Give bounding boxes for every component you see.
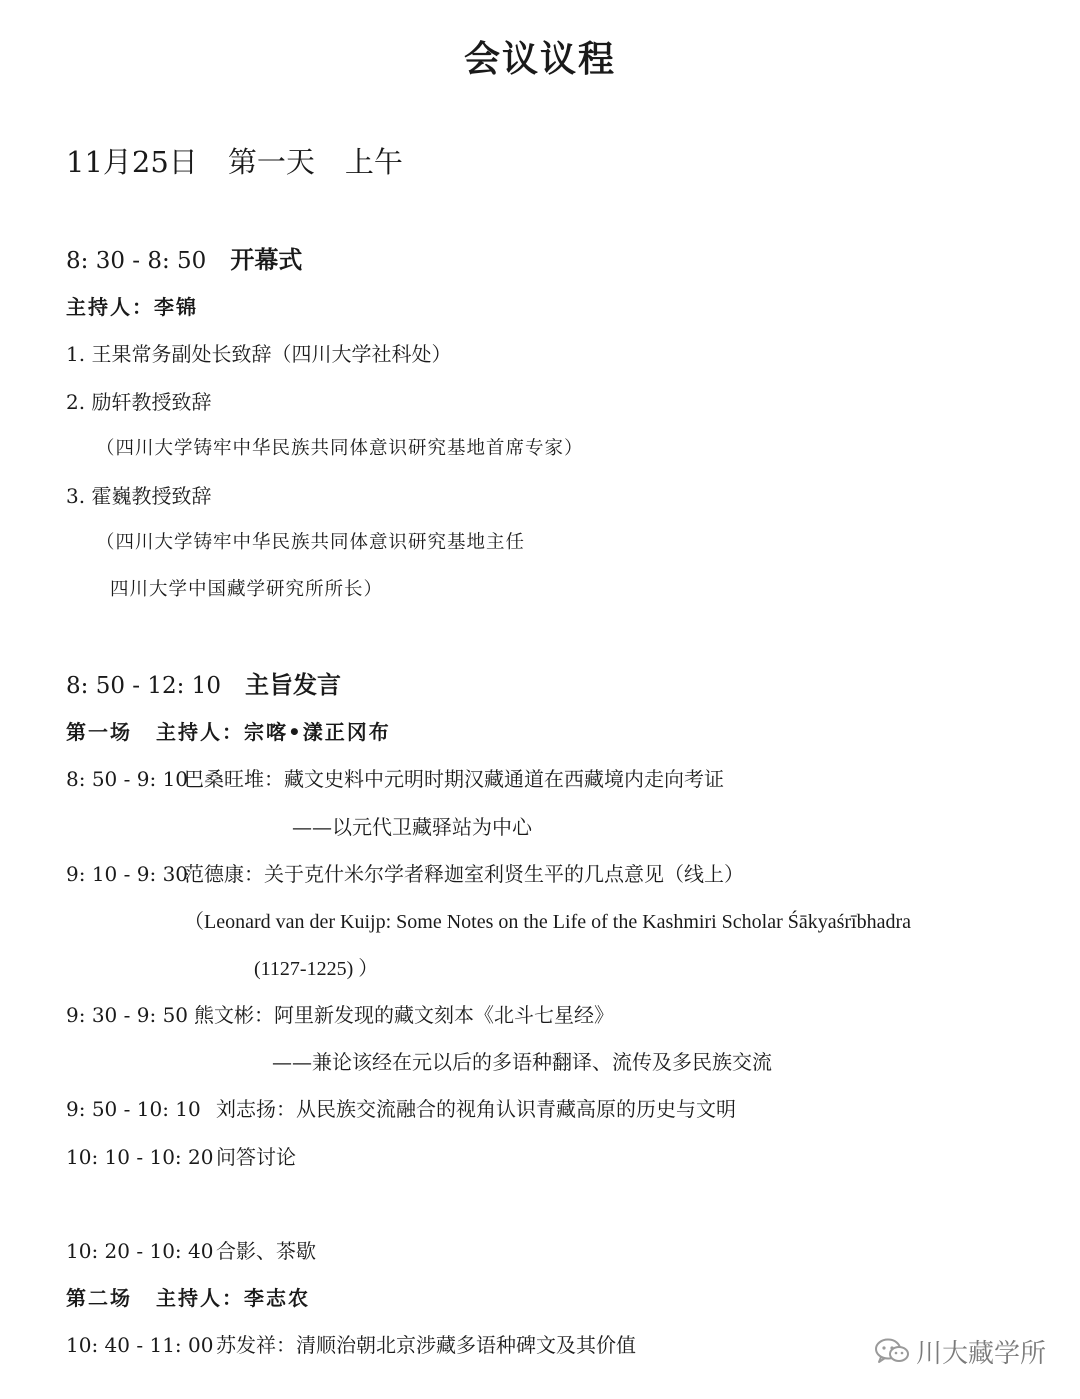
talk-time: 8: 50 - 9: 10 xyxy=(66,767,189,791)
talk-row xyxy=(66,864,744,884)
opening-item-3-note-1: （四川大学铸牢中华民族共同体意识研究基地主任 xyxy=(96,532,526,553)
opening-item-3-note-2: 四川大学中国藏学研究所所长） xyxy=(110,579,384,600)
talk-row xyxy=(66,769,724,789)
opening-item-2-note: （四川大学铸牢中华民族共同体意识研究基地首席专家） xyxy=(96,438,584,459)
talk-text: 问答讨论 xyxy=(216,1145,296,1169)
opening-item-1: 1. 王果常务副处长致辞（四川大学社科处） xyxy=(66,342,452,366)
opening-time: 8: 30 - 8: 50 xyxy=(66,248,207,274)
break-text: 合影、茶歇 xyxy=(216,1239,316,1263)
keynote-heading xyxy=(66,673,341,698)
opening-heading xyxy=(66,248,302,273)
talk-text: 苏发祥：清顺治朝北京涉藏多语种碑文及其价值 xyxy=(216,1333,636,1357)
talk-time: 10: 10 - 10: 20 xyxy=(66,1145,214,1169)
talk-text: 熊文彬：阿里新发现的藏文刻本《北斗七星经》 xyxy=(194,1003,614,1027)
talk-time: 9: 30 - 9: 50 xyxy=(66,1003,189,1027)
session2-label: 第二场 xyxy=(66,1286,132,1310)
session2-host-name: 主持人：李志农 xyxy=(156,1286,310,1310)
talk-time: 10: 40 - 11: 00 xyxy=(66,1333,214,1357)
session1-label: 第一场 xyxy=(66,720,132,744)
opening-name: 开幕式 xyxy=(230,246,303,274)
session1-host xyxy=(66,722,391,742)
opening-item-3: 3. 霍巍教授致辞 xyxy=(66,484,212,508)
talk-row xyxy=(66,1099,736,1119)
talk-english-title: （Leonard van der Kuijp: Some Notes on the Life of the Kashmiri Scholar Śākyaśrībhadra xyxy=(184,911,912,933)
talk-text: 巴桑旺堆：藏文史料中元明时期汉藏通道在西藏境内走向考证 xyxy=(184,767,724,791)
opening-item-2: 2. 励轩教授致辞 xyxy=(66,390,212,414)
day-date: 11月25日 xyxy=(66,145,198,179)
day-heading xyxy=(66,145,433,179)
talk-text: 范德康：关于克什米尔学者释迦室利贤生平的几点意见（线上） xyxy=(184,862,744,886)
talk-time: 9: 50 - 10: 10 xyxy=(66,1097,201,1121)
session1-host-name: 主持人：宗喀•漾正冈布 xyxy=(156,720,391,744)
keynote-time: 8: 50 - 12: 10 xyxy=(66,673,221,699)
talk-subtitle: ——以元代卫藏驿站为中心 xyxy=(292,815,532,839)
talk-english-years: (1127-1225) ） xyxy=(254,958,379,980)
session2-host xyxy=(66,1288,310,1308)
break-time: 10: 20 - 10: 40 xyxy=(66,1239,214,1263)
break-row xyxy=(66,1241,316,1261)
talk-subtitle: ——兼论该经在元以后的多语种翻译、流传及多民族交流 xyxy=(272,1050,772,1074)
talk-row xyxy=(66,1335,636,1355)
page-title: 会议议程 xyxy=(463,39,616,80)
talk-text: 刘志扬：从民族交流融合的视角认识青藏高原的历史与文明 xyxy=(216,1097,736,1121)
talk-row xyxy=(66,1147,296,1167)
day-period: 上午 xyxy=(344,145,403,179)
talk-time: 9: 10 - 9: 30 xyxy=(66,862,189,886)
watermark xyxy=(874,1334,1046,1368)
keynote-name: 主旨发言 xyxy=(244,671,341,699)
opening-host: 主持人：李锦 xyxy=(66,295,198,319)
talk-row xyxy=(66,1005,614,1025)
wechat-icon xyxy=(874,1337,910,1365)
day-label: 第一天 xyxy=(227,145,315,179)
watermark-text: 川大藏学所 xyxy=(915,1338,1046,1369)
